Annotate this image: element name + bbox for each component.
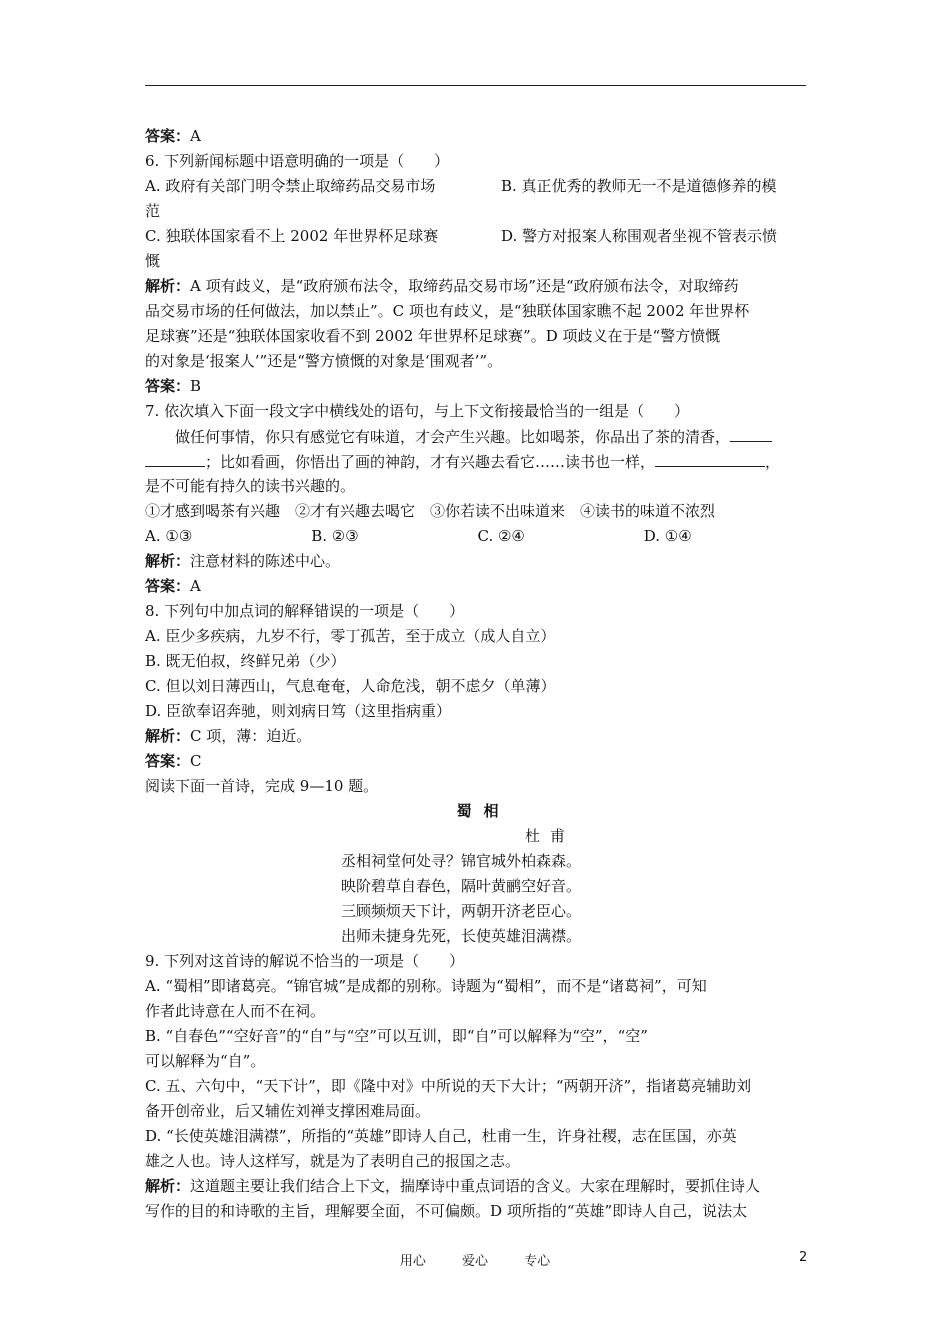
option-d-cont: 慨 [145,252,161,270]
option-text: B. “自春色”“空好音”的“自”与“空”可以互训，即“自”可以解释为“空”，“空” [145,1027,648,1045]
option-text: 雄之人也。诗人这样写，就是为了表明自己的报国之志。 [145,1152,521,1170]
page-number: 2 [799,1250,808,1265]
fill-blank [730,424,772,442]
option-d: D. ①④ [643,527,692,545]
header-rule [145,85,806,86]
option-a: A. 臣少多疾病，九岁不行，零丁孤苦，至于成立（成人自立） [145,627,556,645]
option-text: C. 五、六句中，“天下计”，即《隆中对》中所说的天下大计；“两朝开济”，指诸葛亮辅助刘 [145,1077,752,1095]
analysis-label: 解析： [145,277,191,295]
poem-line: 映阶碧草自春色，隔叶黄鹂空好音。 [341,877,582,895]
analysis-label: 解析： [145,727,191,745]
analysis-text: A 项有歧义，是“政府颁布法令，取缔药品交易市场”还是“政府颁布法令，对取缔药 [190,277,739,295]
analysis-text: 的对象是‘报案人’”还是“警方愤慨的对象是‘围观者’”。 [145,352,503,370]
option-text: 作者此诗意在人而不在祠。 [145,1002,326,1020]
answer-label: 答案： [145,377,191,395]
answer-label: 答案： [145,127,191,145]
passage-text: ， [765,453,781,471]
analysis-text: 写作的目的和诗歌的主旨，理解要全面，不可偏颇。D 项所指的“英雄”即诗人自己，说法太 [145,1202,748,1220]
answer-label: 答案： [145,752,191,770]
option-c: C. 但以刘日薄西山，气息奄奄，人命危浅，朝不虑夕（单薄） [145,677,556,695]
analysis-text: 注意材料的陈述中心。 [190,552,341,570]
answer-value: A [190,577,201,595]
analysis-text: 品交易市场的任何做法，加以禁止”。C 项也有歧义，是“独联体国家瞧不起 2002 年世界杯 [145,302,750,320]
poem-line: 丞相祠堂何处寻？锦官城外柏森森。 [341,852,582,870]
question-stem: 9. 下列对这首诗的解说不恰当的一项是（ ） [145,952,465,970]
analysis-label: 解析： [145,552,191,570]
analysis-text: C 项，薄：迫近。 [190,727,312,745]
option-text: D. “长使英雄泪满襟”，所指的“英雄”即诗人自己，杜甫一生，许身社稷，志在匡国，亦英 [145,1127,737,1145]
option-a: A. ①③ [145,527,193,545]
analysis-label: 解析： [145,1177,191,1195]
passage-text: 做任何事情，你只有感觉它有味道，才会产生兴趣。比如喝茶，你品出了茶的清香， [175,428,731,446]
analysis-text: 这道题主要让我们结合上下文，揣摩诗中重点词语的含义。大家在理解时，要抓住诗人 [190,1177,761,1195]
question-stem: 8. 下列句中加点词的解释错误的一项是（ ） [145,602,465,620]
option-b: B. ②③ [311,527,359,545]
poem-line: 三顾频烦天下计，两朝开济老臣心。 [341,902,582,920]
answer-value: C [190,752,202,770]
option-d: D. 警方对报案人称围观者坐视不管表示愤 [501,227,778,245]
option-text: 备开创帝业，后又辅佐刘禅支撑困难局面。 [145,1102,431,1120]
option-c: C. 独联体国家看不上 2002 年世界杯足球赛 [145,227,439,245]
option-c: C. ②④ [477,527,525,545]
poem-line: 出师未捷身先死，长使英雄泪满襟。 [341,927,582,945]
analysis-text: 足球赛”还是“独联体国家收看不到 2002 年世界杯足球赛”。D 项歧义在于是“警方愤慨 [145,327,721,345]
passage-text: 是不可能有持久的读书兴趣的。 [145,477,356,495]
option-b: B. 真正优秀的教师无一不是道德修养的模 [501,177,777,195]
answer-value: A [190,127,201,145]
poem-title: 蜀相 [456,802,511,820]
choice-items: ①才感到喝茶有兴趣 ②才有兴趣去喝它 ③你若读不出味道来 ④读书的味道不浓烈 [145,502,716,520]
poem-author: 杜甫 [525,827,576,845]
fill-blank [655,449,765,467]
question-stem: 7. 依次填入下面一段文字中横线处的语句，与上下文衔接最恰当的一组是（ ） [145,402,690,420]
reading-intro: 阅读下面一首诗，完成 9—10 题。 [145,777,379,795]
question-stem: 6. 下列新闻标题中语意明确的一项是（ ） [145,152,450,170]
option-b: B. 既无伯叔，终鲜兄弟（少） [145,652,346,670]
fill-blank [145,449,205,467]
option-d: D. 臣欲奉诏奔驰，则刘病日笃（这里指病重） [145,702,452,720]
option-b-cont: 范 [145,202,161,220]
option-text: A. “蜀相”即诸葛亮。“锦官城”是成都的别称。诗题为“蜀相”，而不是“诸葛祠”，可知 [145,977,707,995]
answer-label: 答案： [145,577,191,595]
page-content [145,124,810,1224]
passage-text: ；比如看画，你悟出了画的神韵，才有兴趣去看它……读书也一样， [205,453,656,471]
option-a: A. 政府有关部门明令禁止取缔药品交易市场 [145,177,436,195]
option-text: 可以解释为“自”。 [145,1052,266,1070]
footer-motto: 用心 爱心 专心 [399,1254,551,1269]
answer-value: B [190,377,202,395]
